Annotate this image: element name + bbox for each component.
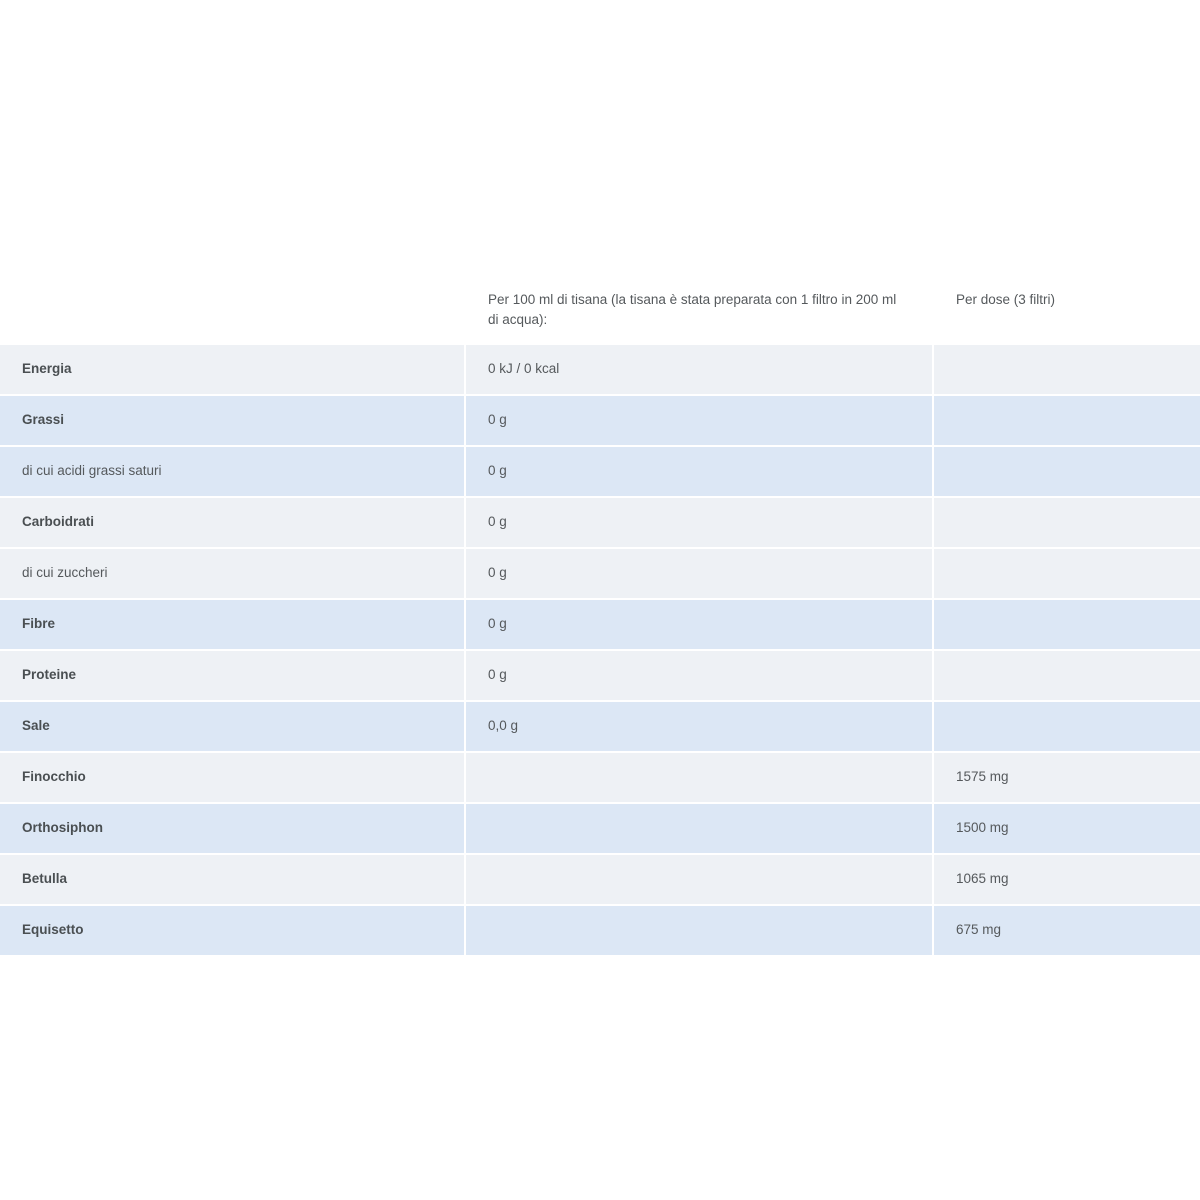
value-per-100ml: 0 g — [465, 548, 933, 599]
table-row — [0, 752, 1200, 803]
table-row — [0, 345, 1200, 395]
nutrition-table — [0, 278, 1200, 957]
value-per-100ml: 0 g — [465, 650, 933, 701]
nutrient-label: Proteine — [0, 650, 465, 701]
value-per-dose: 1065 mg — [933, 854, 1200, 905]
nutrient-label: Sale — [0, 701, 465, 752]
value-per-dose — [933, 497, 1200, 548]
table-row — [0, 497, 1200, 548]
nutrient-label: Carboidrati — [0, 497, 465, 548]
value-per-100ml — [465, 854, 933, 905]
table-row — [0, 803, 1200, 854]
value-per-dose: 675 mg — [933, 905, 1200, 956]
value-per-dose — [933, 446, 1200, 497]
value-per-dose: 1575 mg — [933, 752, 1200, 803]
value-per-100ml: 0 kJ / 0 kcal — [465, 345, 933, 395]
value-per-100ml: 0 g — [465, 497, 933, 548]
table-body — [0, 345, 1200, 956]
nutrient-label: Fibre — [0, 599, 465, 650]
value-per-100ml: 0 g — [465, 446, 933, 497]
value-per-100ml — [465, 752, 933, 803]
value-per-dose — [933, 650, 1200, 701]
table-row — [0, 905, 1200, 956]
nutrient-label: Equisetto — [0, 905, 465, 956]
nutrient-label: di cui acidi grassi saturi — [0, 446, 465, 497]
value-per-dose: 1500 mg — [933, 803, 1200, 854]
nutrient-label: Grassi — [0, 395, 465, 446]
table-header — [0, 278, 1200, 345]
nutrient-label: Orthosiphon — [0, 803, 465, 854]
value-per-100ml: 0,0 g — [465, 701, 933, 752]
nutrient-label: Finocchio — [0, 752, 465, 803]
value-per-dose — [933, 395, 1200, 446]
table-row — [0, 701, 1200, 752]
column-header-per-dose: Per dose (3 filtri) — [933, 278, 1200, 345]
table-row — [0, 854, 1200, 905]
value-per-dose — [933, 345, 1200, 395]
value-per-100ml — [465, 905, 933, 956]
value-per-dose — [933, 548, 1200, 599]
table-header-row — [0, 278, 1200, 345]
value-per-100ml: 0 g — [465, 599, 933, 650]
table-row — [0, 446, 1200, 497]
table-row — [0, 395, 1200, 446]
table-row — [0, 650, 1200, 701]
value-per-dose — [933, 701, 1200, 752]
nutrient-label: di cui zuccheri — [0, 548, 465, 599]
table-row — [0, 548, 1200, 599]
column-header-nutrient — [0, 278, 465, 345]
nutrient-label: Betulla — [0, 854, 465, 905]
column-header-per-100ml: Per 100 ml di tisana (la tisana è stata preparata con 1 filtro in 200 ml di acqua): — [465, 278, 933, 345]
value-per-dose — [933, 599, 1200, 650]
nutrient-label: Energia — [0, 345, 465, 395]
value-per-100ml — [465, 803, 933, 854]
table-row — [0, 599, 1200, 650]
value-per-100ml: 0 g — [465, 395, 933, 446]
